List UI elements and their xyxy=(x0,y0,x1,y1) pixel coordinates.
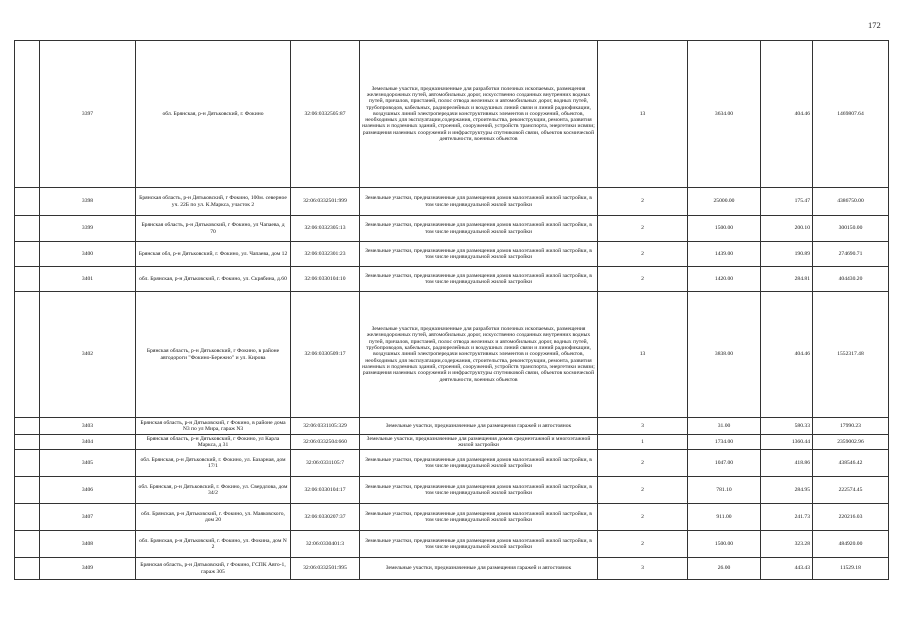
cadastral-number-cell: 32:06:0331105:329 xyxy=(291,418,360,435)
cadastral-number-cell: 32:06:0332504:660 xyxy=(291,435,360,450)
table-row xyxy=(15,418,889,435)
land-use-cell: Земельные участки, предназначенные для размещения домов малоэтажной жилой застройки, в том числе индивидуальной жилой застройки xyxy=(360,188,598,216)
specific-value-cell: 323.28 xyxy=(761,531,813,558)
address-cell: Брянская обл, р-н Дятьковский, г. Фокино, ул. Чапаева, дом 12 xyxy=(136,242,291,267)
cadastral-number-cell: 32:06:0332305:13 xyxy=(291,216,360,242)
row-number: 3400 xyxy=(40,242,136,267)
cadastral-value-table xyxy=(14,40,889,580)
specific-value-cell: 580.33 xyxy=(761,418,813,435)
row-number-blank xyxy=(15,418,40,435)
land-use-cell: Земельные участки, предназначенные для размещения домов малоэтажной жилой застройки, в том числе индивидуальной жилой застройки xyxy=(360,216,598,242)
row-number-blank xyxy=(15,504,40,531)
row-number: 3406 xyxy=(40,477,136,504)
cadastral-value-cell: 404430.20 xyxy=(813,267,889,292)
row-number: 3404 xyxy=(40,435,136,450)
area-cell: 26.00 xyxy=(688,558,761,580)
row-number-blank xyxy=(15,558,40,580)
specific-value-cell: 175.47 xyxy=(761,188,813,216)
cadastral-value-cell: 484920.00 xyxy=(813,531,889,558)
specific-value-cell: 200.10 xyxy=(761,216,813,242)
address-cell: обл. Брянская, р-н Дятьковский, г. Фокино xyxy=(136,41,291,188)
cadastral-value-cell: 300150.00 xyxy=(813,216,889,242)
area-cell: 1500.00 xyxy=(688,216,761,242)
group-cell: 2 xyxy=(598,504,688,531)
table-row xyxy=(15,504,889,531)
row-number: 3401 xyxy=(40,267,136,292)
area-cell: 911.00 xyxy=(688,504,761,531)
row-number-blank xyxy=(15,477,40,504)
land-use-cell: Земельные участки, предназначенные для размещения домов малоэтажной жилой застройки, в том числе индивидуальной жилой застройки xyxy=(360,267,598,292)
cadastral-value-cell: 220216.03 xyxy=(813,504,889,531)
table-row xyxy=(15,477,889,504)
table-row xyxy=(15,216,889,242)
page-number: 172 xyxy=(868,20,881,30)
group-cell: 13 xyxy=(598,41,688,188)
area-cell: 1420.00 xyxy=(688,267,761,292)
address-cell: обл. Брянская, р-н Дятьковский, г. Фокино, ул. Скрябина, д.60 xyxy=(136,267,291,292)
land-use-cell: Земельные участки, предназначенные для разработки полезных ископаемых, размещения железнодорожных путей, автомобильных дорог, искусственно созданных внутренних водных путей, причалов, пристаней, полос отвода железных и автомобильных дорог, водных путей, трубопроводов, кабельных, радиорелейных и воздушных линий связи и линий радиофикации, воздушных линий электропередачи конструктивных элементов и сооружений, объектов, необходимых для эксплуатации,содержания, строительства, реконструкции, ремонта, развития наземных и подземных зданий, строений, сооружений, устройств транспорта, энергетики исвязи; размещения наземных сооружений и инфраструктуры спутниковой связи, объектов космической деятельности, военных объектов xyxy=(360,41,598,188)
group-cell: 2 xyxy=(598,450,688,477)
address-cell: Брянская область, р-н Дятьковский, г Фокино, ул Карла Маркса, д 31 xyxy=(136,435,291,450)
land-use-cell: Земельные участки, предназначенные для размещения домов среднеэтажной и многоэтажной жилой застройки xyxy=(360,435,598,450)
cadastral-number-cell: 32:06:0332501:999 xyxy=(291,188,360,216)
table-body xyxy=(15,41,889,580)
cadastral-value-cell: 222574.45 xyxy=(813,477,889,504)
address-cell: обл. Брянская, р-н Дятьковский, г. Фокино, ул. Свердлова, дом 34/2 xyxy=(136,477,291,504)
group-cell: 3 xyxy=(598,418,688,435)
area-cell: 1047.00 xyxy=(688,450,761,477)
specific-value-cell: 284.81 xyxy=(761,267,813,292)
cadastral-number-cell: 32:06:0332501:995 xyxy=(291,558,360,580)
area-cell: 1734.00 xyxy=(688,435,761,450)
group-cell: 3 xyxy=(598,558,688,580)
row-number-blank xyxy=(15,41,40,188)
address-cell: Брянская область, р-н Дятьковский, г Фокино, ул Чапаева, д 70 xyxy=(136,216,291,242)
row-number: 3402 xyxy=(40,292,136,418)
group-cell: 2 xyxy=(598,531,688,558)
group-cell: 2 xyxy=(598,188,688,216)
row-number: 3397 xyxy=(40,41,136,188)
land-use-cell: Земельные участки, предназначенные для размещения домов малоэтажной жилой застройки, в том числе индивидуальной жилой застройки xyxy=(360,242,598,267)
area-cell: 31.00 xyxy=(688,418,761,435)
cadastral-number-cell: 32:06:0330207:37 xyxy=(291,504,360,531)
cadastral-value-cell: 4386750.00 xyxy=(813,188,889,216)
cadastral-number-cell: 32:06:0330401:3 xyxy=(291,531,360,558)
specific-value-cell: 443.43 xyxy=(761,558,813,580)
group-cell: 2 xyxy=(598,242,688,267)
area-cell: 3634.00 xyxy=(688,41,761,188)
row-number-blank xyxy=(15,267,40,292)
cadastral-value-cell: 1552317.48 xyxy=(813,292,889,418)
cadastral-value-cell: 1469807.64 xyxy=(813,41,889,188)
group-cell: 1 xyxy=(598,435,688,450)
cadastral-value-cell: 11529.18 xyxy=(813,558,889,580)
address-cell: Брянская область, р-н Дятьковский, г Фокино, ГСПК Авто-1, гараж 305 xyxy=(136,558,291,580)
specific-value-cell: 404.46 xyxy=(761,41,813,188)
land-use-cell: Земельные участки, предназначенные для размещения домов малоэтажной жилой застройки, в том числе индивидуальной жилой застройки xyxy=(360,504,598,531)
land-use-cell: Земельные участки, предназначенные для размещения домов малоэтажной жилой застройки, в том числе индивидуальной жилой застройки xyxy=(360,450,598,477)
area-cell: 1500.00 xyxy=(688,531,761,558)
address-cell: Брянская область, р-н Дятьковский, г Фокино, 100м. северное уч. 22Б по ул. К.Маркса, участок 2 xyxy=(136,188,291,216)
cadastral-value-cell: 274690.71 xyxy=(813,242,889,267)
specific-value-cell: 284.95 xyxy=(761,477,813,504)
row-number: 3409 xyxy=(40,558,136,580)
row-number-blank xyxy=(15,435,40,450)
cadastral-number-cell: 32:06:0330104:10 xyxy=(291,267,360,292)
row-number-blank xyxy=(15,292,40,418)
cadastral-number-cell: 32:06:0332301:23 xyxy=(291,242,360,267)
row-number-blank xyxy=(15,531,40,558)
row-number: 3405 xyxy=(40,450,136,477)
land-use-cell: Земельные участки, предназначенные для размещения гаражей и автостоянок xyxy=(360,418,598,435)
cadastral-number-cell: 32:06:0331105:7 xyxy=(291,450,360,477)
address-cell: обл. Брянская, р-н Дятьковский, г. Фокино, ул. Базарная, дом 17/1 xyxy=(136,450,291,477)
table-row xyxy=(15,531,889,558)
area-cell: 781.10 xyxy=(688,477,761,504)
group-cell: 2 xyxy=(598,216,688,242)
cadastral-number-cell: 32:06:0330104:17 xyxy=(291,477,360,504)
row-number-blank xyxy=(15,450,40,477)
row-number: 3403 xyxy=(40,418,136,435)
cadastral-value-cell: 2359002.96 xyxy=(813,435,889,450)
specific-value-cell: 1360.44 xyxy=(761,435,813,450)
group-cell: 2 xyxy=(598,267,688,292)
cadastral-number-cell: 32:06:0330509:17 xyxy=(291,292,360,418)
address-cell: Брянская область, р-н Дятьковский, г Фокино, в районе дома N3 по ул Мира, гараж N3 xyxy=(136,418,291,435)
cadastral-value-cell: 438546.42 xyxy=(813,450,889,477)
row-number: 3407 xyxy=(40,504,136,531)
land-use-cell: Земельные участки, предназначенные для размещения домов малоэтажной жилой застройки, в том числе индивидуальной жилой застройки xyxy=(360,531,598,558)
row-number: 3408 xyxy=(40,531,136,558)
table-row xyxy=(15,450,889,477)
group-cell: 2 xyxy=(598,477,688,504)
area-cell: 3838.00 xyxy=(688,292,761,418)
specific-value-cell: 241.73 xyxy=(761,504,813,531)
specific-value-cell: 190.89 xyxy=(761,242,813,267)
table-row xyxy=(15,242,889,267)
row-number-blank xyxy=(15,216,40,242)
specific-value-cell: 404.46 xyxy=(761,292,813,418)
group-cell: 13 xyxy=(598,292,688,418)
cadastral-value-cell: 17990.23 xyxy=(813,418,889,435)
specific-value-cell: 418.86 xyxy=(761,450,813,477)
area-cell: 1439.00 xyxy=(688,242,761,267)
land-use-cell: Земельные участки, предназначенные для размещения гаражей и автостоянок xyxy=(360,558,598,580)
table-row xyxy=(15,435,889,450)
table-row xyxy=(15,188,889,216)
address-cell: обл. Брянская, р-н Дятьковский, г. Фокино, ул. Маяковского, дом 20 xyxy=(136,504,291,531)
row-number: 3399 xyxy=(40,216,136,242)
table-row xyxy=(15,41,889,188)
row-number-blank xyxy=(15,188,40,216)
row-number-blank xyxy=(15,242,40,267)
land-use-cell: Земельные участки, предназначенные для разработки полезных ископаемых, размещения железнодорожных путей, автомобильных дорог, искусственно созданных внутренних водных путей, причалов, пристаней, полос отвода железных и автомобильных дорог, водных путей, трубопроводов, кабельных, радиорелейных и воздушных линий связи и линий радиофикации, воздушных линий электропередачи конструктивных элементов и сооружений, объектов, необходимых для эксплуатации,содержания, строительства, реконструкции, ремонта, развития наземных и подземных зданий, строений, сооружений, устройств транспорта, энергетики исвязи; размещения наземных сооружений и инфраструктуры спутниковой связи, объектов космической деятельности, военных объектов xyxy=(360,292,598,418)
row-number: 3398 xyxy=(40,188,136,216)
land-use-cell: Земельные участки, предназначенные для размещения домов малоэтажной жилой застройки, в том числе индивидуальной жилой застройки xyxy=(360,477,598,504)
area-cell: 25000.00 xyxy=(688,188,761,216)
address-cell: Брянская область, р-н Дятьковский, г Фокино, в районе автодороги "Фокино-Бережно" и ул. Кирова xyxy=(136,292,291,418)
table-row xyxy=(15,558,889,580)
table-row xyxy=(15,292,889,418)
cadastral-number-cell: 32:06:0332505:87 xyxy=(291,41,360,188)
address-cell: обл. Брянская, р-н Дятьковский, г. Фокино, ул. Фокина, дом N 2 xyxy=(136,531,291,558)
table-row xyxy=(15,267,889,292)
